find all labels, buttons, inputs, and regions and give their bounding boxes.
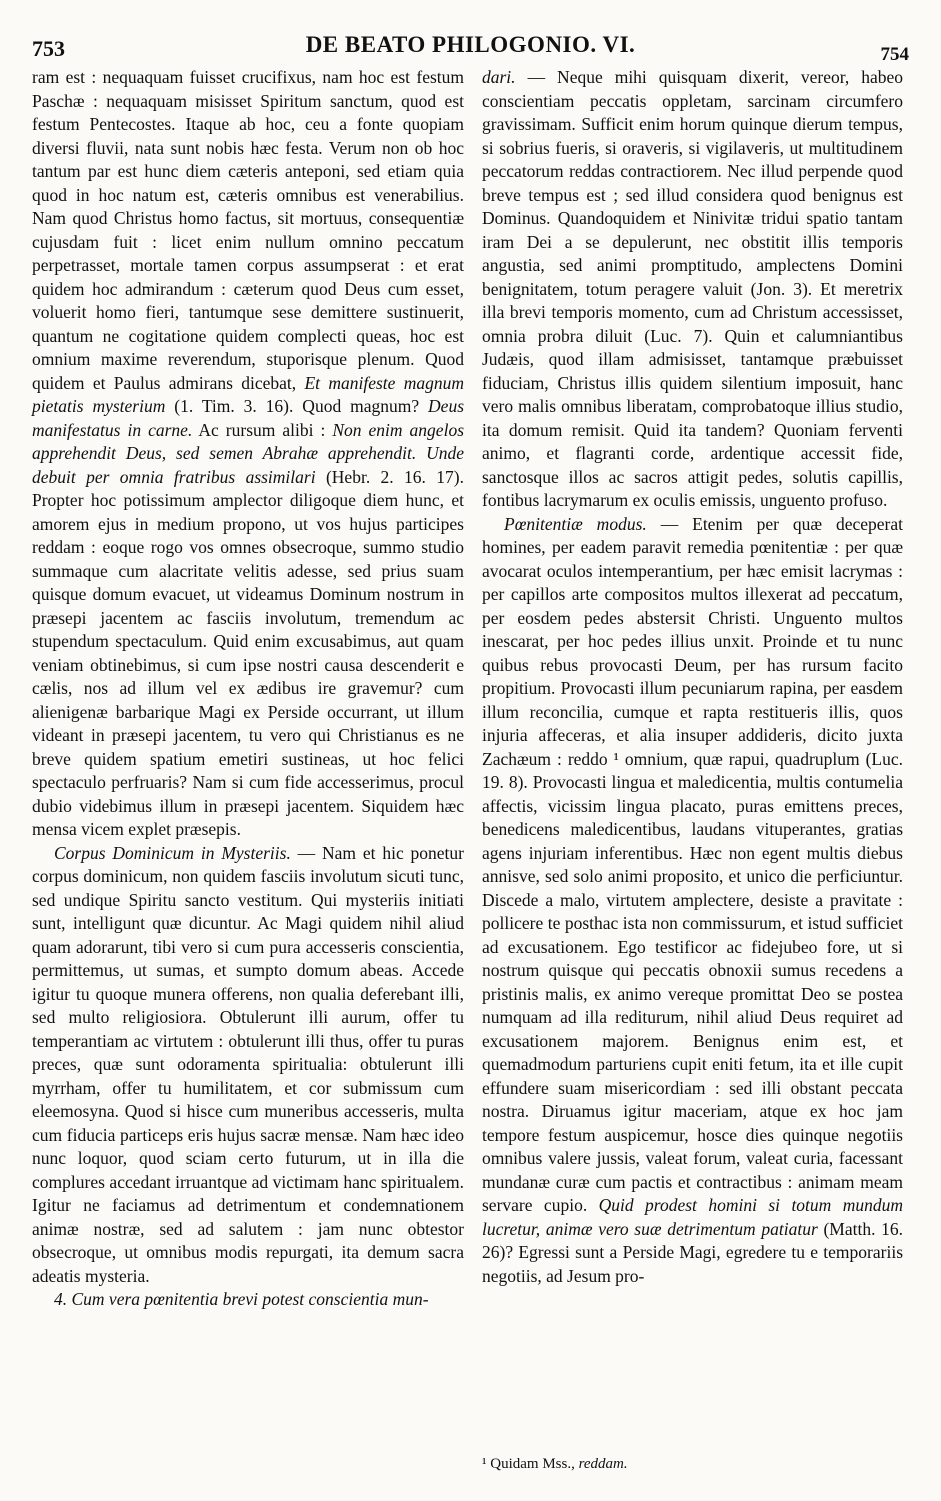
paragraph — [32, 842, 464, 1289]
body-text: (Hebr. 2. 16. 17). Propter hoc potissimum amplector diligoque diem hunc, et amorem ejus in medium propono, ut vos hujus participes reddam : eoque rogo vos omnes obsecroque, summo studio summaque cum alacritate velitis adesse, sed prius suam quisque domum evacuet, ut videamus Dominum nostrum in præsepi jacentem ac fasciis involutum, tremendum ac stupendum spectaculum. Quid enim excusabimus, aut quam veniam obtinebimus, si cum ipse nostri causa descenderit e cælis, nos ad illum vel ex ædibus ire gravemur? cum alienigenæ barbarique Magi ex Perside occurrant, ut illum videant in præsepi jacentem, tu vero qui Christianus es ne breve quidem spatium emetiri sustineas, ut hoc felici spectaculo perfruaris? Nam si cum fide accesserimus, procul dubio videbimus illum in præsepi jacentem. Siquidem hæc mensa vicem explet præsepis. — [32, 466, 464, 839]
scripture-quote: Non enim angelos apprehendit Deus, sed semen Abrahæ apprehendit. Unde debuit per omnia fratribus assimilari — [32, 419, 464, 487]
scripture-quote: Deus manifestatus in carne. — [32, 396, 465, 440]
left-column — [32, 66, 464, 1312]
section-heading: Corpus Dominicum in Mysteriis. — [54, 842, 291, 863]
page-number-left: 753 — [32, 36, 65, 61]
running-title: DE BEATO PHILOGONIO. VI. — [305, 32, 636, 57]
scripture-quote: Et manifeste magnum pietatis mysterium — [32, 372, 465, 416]
footnote-reading: reddam. — [578, 1456, 628, 1472]
paragraph — [32, 66, 464, 842]
paragraph — [482, 66, 903, 513]
body-text: (1. Tim. 3. 16). Quod magnum? — [174, 396, 420, 416]
scripture-quote: Quid prodest homini si totum mundum lucretur, animæ vero suæ detrimentum patiatur — [482, 1195, 903, 1239]
paragraph — [482, 513, 903, 1289]
footnote-mark: ¹ — [482, 1456, 487, 1472]
section-heading: 4. Cum vera pœnitentia brevi potest conscientia mun- — [54, 1289, 429, 1309]
footnote-text: Quidam Mss., — [490, 1456, 575, 1472]
page-number-right: 754 — [880, 44, 909, 65]
body-text: Ac rursum alibi : — [198, 419, 326, 440]
body-text: ram est : nequaquam fuisset crucifixus, nam hoc est festum Paschæ : nequaquam misisset Spiritum sanctum, quod est festum Pentecostes. Itaque ab hoc, ceu a fonte quopiam diversi fluvii, nata sunt nobis hæc festa. Verum non ob hoc tantum par est hunc diem cæteris anteponi, sed etiam quia quod in hoc natum est, cæteris omnibus est venerabilius. Nam quod Christus homo factus, sit mortuus, consequentiæ cujusdam fuit : licet enim nullum omnino peccatum perpetrasset, mortale tamen corpus assumpserat : et erat quidem hoc admirandum : cæterum quod Deus cum esset, voluerit homo fieri, tantumque sese demittere sustinuerit, quantum ne cogitatione quidem complecti queas, hoc est omnium maxime reverendum, stuporisque plenum. Quod quidem et Paulus admirans dicebat, — [32, 67, 464, 393]
footnote — [482, 1456, 903, 1473]
body-text: (Matth. 16. 26)? Egressi sunt a Perside Magi, egredere tu e temporariis negotiis, ad Jesum pro- — [482, 1218, 904, 1286]
body-text: — Etenim per quæ deceperat homines, per eadem paravit remedia pœnitentiæ : per quæ avocarat oculos intemperantium, per hæc emisit lacrymas : per capillos arte compositos multos illexerat ad peccatum, per eosdem pedes abstersit Christi. Unguento multos inescarat, per hoc pedes illius unxit. Proinde et tu nunc quibus rebus provocasti Deum, per has rursum facito propitium. Provocasti illum pecuniarum rapina, per easdem illum reconcilia, cumque et rapta restitueris illis, quos injuria affeceras, et alia insuper addideris, dicito juxta Zachæum : reddo ¹ omnium, quæ rapui, quadruplum (Luc. 19. 8). Provocasti lingua et maledicentia, multis contumelia affectis, vicissim lingua placato, puras emittens preces, benedicens maledicentibus, laudans vituperantes, gratias agens injuriam inferentibus. Hæc non egent multis diebus annisve, sed solo animi proposito, et unico die perficiuntur. Discede a malo, virtutem amplectere, desiste a pravitate : pollicere te posthac ista non commissurum, et istud sufficiet ad excusationem. Ego testificor ac fidejubeo fore, ut si nostrum quisque qui peccatis obnoxii sumus recedens a pristinis malis, ex animo vereque promittat Deo se postea numquam ad illa rediturum, nihil aliud Deus requiret ad excusationem majorem. Benignus enim est, et quemadmodum parturiens cupit eniti fetum, ita et ille cupit effundere suam misericordiam : sed illi obstant peccata nostra. Diruamus igitur maceriam, atque ex hoc jam tempore festum auspicemur, hosce dies quinque negotiis omnibus valere jussis, valeat forum, valeat curia, facessant mundanæ curæ cum pactis et contractibus : animam meam servare cupio. — [482, 513, 904, 1215]
body-text: — Neque mihi quisquam dixerit, vereor, habeo conscientiam peccatis oppletam, sarcinam circumfero gravissimam. Sufficit enim horum quinque dierum tempus, si sobrius fueris, si oraveris, si vigilaveris, ut multitudinem peccatorum reddas contractiorem. Nec illud perpende quod breve tempus est ; sed illud considera quod benignus est Dominus. Quandoquidem et Ninivitæ tridui spatio tantam iram Dei a se depulerunt, nec obstitit illis temporis angustia, sed animi promptitudo, amplectens Domini benignitatem, totum peragere valuit (Jon. 3). Et meretrix illa brevi temporis momento, cum ad Christum accessisset, omnia probra diluit (Luc. 7). Quin et calumniantibus Judæis, quod illam admisisset, tantamque præbuisset fiduciam, Christus illis quidem silentium imposuit, hanc vero malis omnibus liberatam, comprobatoque illius studio, ita domum remisit. Quid ita tandem? Quoniam ferventi animo, et flagranti corde, ardentique accessit fide, sanctosque illos ac sacros attigit pedes, solutis capillis, fontibus lacrymarum ex oculis emissis, unguento profuso. — [482, 67, 904, 510]
section-heading: Pœnitentiæ modus. — [504, 513, 647, 534]
right-column — [482, 66, 903, 1288]
section-heading: dari. — [482, 67, 516, 87]
body-text: — Nam et hic ponetur corpus dominicum, non quidem fasciis involutum sicuti tunc, sed undique Spiritu sancto vestitum. Qui mysteriis initiati sunt, intelligunt quæ dicuntur. Ac Magi quidem nihil aliud quam adorarunt, tibi vero si cum pura accesseris conscientia, permittemus, ut sumas, et sumpto domum abeas. Accede igitur tu quoque munera offerens, non qualia deferebant illi, sed multo religiosiora. Obtulerunt illi aurum, offer tu temperantiam ac virtutem : obtulerunt illi thus, offer tu puras preces, quæ sunt odoramenta spiritualia: obtulerunt illi myrrham, offer tu humilitatem, et cor submissum cum eleemosyna. Quod si hisce cum muneribus accesseris, multa cum fiducia particeps eris hujus sacræ mensæ. Nam hæc ideo nunc loquor, quod sciam certo futurum, ut in illa die complures accedant irruantque ad victimam hanc spiritualem. Igitur ne faciamus ad detrimentum et condemnationem animæ nostræ, sed ad salutem : jam nunc obtestor obsecroque, ut omnibus modis repurgati, ita demum sacra adeatis mysteria. — [32, 842, 464, 1286]
